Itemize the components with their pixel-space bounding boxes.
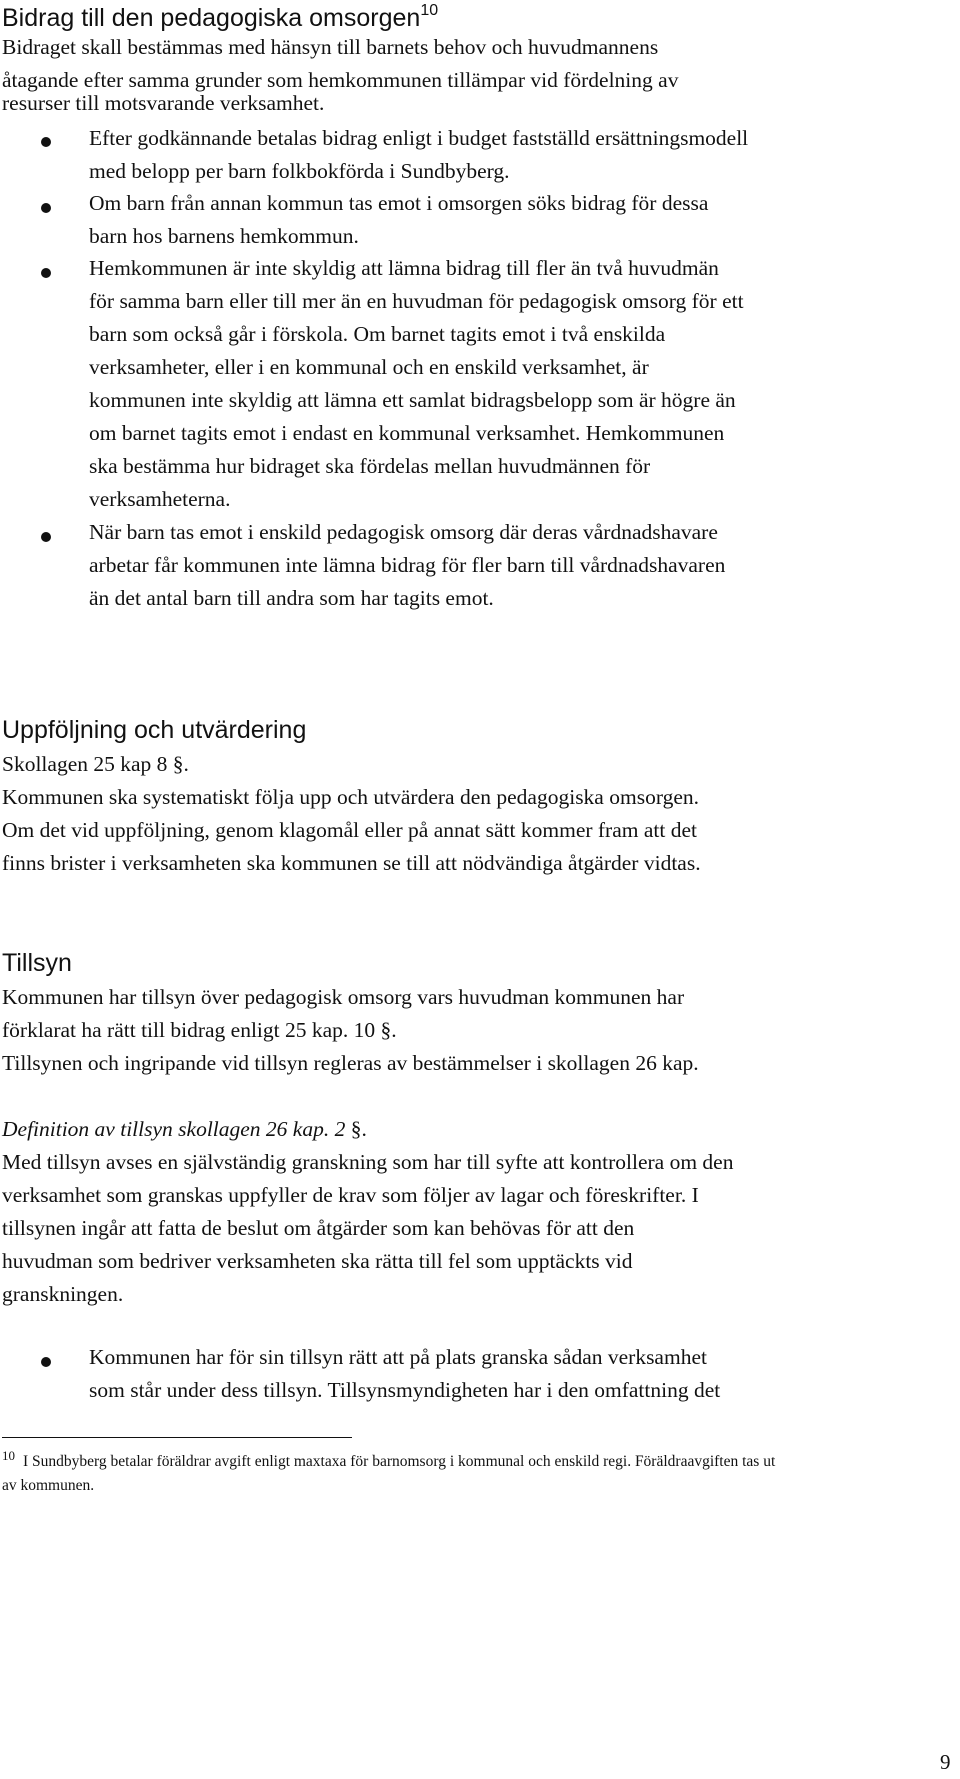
bullet-line: kommunen inte skyldig att lämna ett samlat bidragsbelopp som är högre än — [89, 388, 736, 412]
paragraph-line: Kommunen ska systematiskt följa upp och utvärdera den pedagogiska omsorgen. — [2, 785, 700, 809]
bullet-line: som står under dess tillsyn. Tillsynsmyndigheten har i den omfattning det — [89, 1378, 721, 1402]
bullet-dot-icon — [41, 137, 51, 147]
paragraph-line: resurser till motsvarande verksamhet. — [2, 91, 325, 115]
paragraph-line: verksamhet som granskas uppfyller de krav som följer av lagar och föreskrifter. I — [2, 1183, 699, 1207]
paragraph-line: granskningen. — [2, 1282, 124, 1306]
paragraph-line: huvudman som bedriver verksamheten ska rätta till fel som upptäckts vid — [2, 1249, 633, 1273]
bullet-line: än det antal barn till andra som har tagits emot. — [89, 586, 494, 610]
definition-title: Definition av tillsyn skollagen 26 kap. 2 — [2, 1117, 346, 1141]
footnote-reference: 10 — [420, 2, 439, 19]
paragraph-line: Om det vid uppföljning, genom klagomål eller på annat sätt kommer fram att det — [2, 818, 697, 842]
paragraph-line: Tillsynen och ingripande vid tillsyn regleras av bestämmelser i skollagen 26 kap. — [2, 1051, 699, 1075]
footnote-text: I Sundbyberg betalar föräldrar avgift enligt maxtaxa för barnomsorg i kommunal och enskild regi. Föräldraavgiften tas ut — [23, 1453, 776, 1470]
paragraph-line: Bidraget skall bestämmas med hänsyn till barnets behov och huvudmannens — [2, 35, 659, 59]
bullet-line: barn hos barnens hemkommun. — [89, 224, 359, 248]
footnote-number: 10 — [2, 1448, 15, 1463]
paragraph-line: tillsynen ingår att fatta de beslut om åtgärder som kan behövas för att den — [2, 1216, 635, 1240]
bullet-dot-icon — [41, 203, 51, 213]
paragraph-line: åtagande efter samma grunder som hemkommunen tillämpar vid fördelning av — [2, 68, 679, 92]
bullet-line: verksamheter, eller i en kommunal och en enskild verksamhet, är — [89, 355, 649, 379]
paragraph-line: Kommunen har tillsyn över pedagogisk omsorg vars huvudman kommunen har — [2, 985, 685, 1009]
bullet-line: Hemkommunen är inte skyldig att lämna bidrag till fler än två huvudmän — [89, 256, 719, 280]
bullet-line: verksamheterna. — [89, 487, 231, 511]
bullet-line: Om barn från annan kommun tas emot i omsorgen söks bidrag för dessa — [89, 191, 709, 215]
bullet-line: När barn tas emot i enskild pedagogisk omsorg där deras vårdnadshavare — [89, 520, 718, 544]
heading-text: Bidrag till den pedagogiska omsorgen — [2, 4, 421, 32]
page-number: 9 — [940, 1750, 951, 1774]
paragraph-line: finns brister i verksamheten ska kommunen se till att nödvändiga åtgärder vidtas. — [2, 851, 701, 875]
paragraph-line: förklarat ha rätt till bidrag enligt 25 kap. 10 §. — [2, 1018, 397, 1042]
definition-section-sign: §. — [345, 1117, 367, 1141]
bullet-line: för samma barn eller till mer än en huvudman för pedagogisk omsorg för ett — [89, 289, 744, 313]
bullet-line: barn som också går i förskola. Om barnet tagits emot i två enskilda — [89, 322, 666, 346]
paragraph-line: Med tillsyn avses en självständig granskning som har till syfte att kontrollera om den — [2, 1150, 734, 1174]
bullet-line: Efter godkännande betalas bidrag enligt i budget fastställd ersättningsmodell — [89, 126, 749, 150]
bullet-dot-icon — [41, 532, 51, 542]
section-heading-uppfoljning: Uppföljning och utvärdering — [2, 716, 307, 744]
bullet-line: Kommunen har för sin tillsyn rätt att på plats granska sådan verksamhet — [89, 1345, 707, 1369]
section-heading-bidrag — [2, 3, 438, 33]
bullet-line: med belopp per barn folkbokförda i Sundbyberg. — [89, 159, 510, 183]
footnote-text-continued: av kommunen. — [2, 1477, 95, 1494]
bullet-dot-icon — [41, 1357, 51, 1367]
bullet-line: arbetar får kommunen inte lämna bidrag för fler barn till vårdnadshavaren — [89, 553, 726, 577]
section-heading-tillsyn: Tillsyn — [2, 949, 72, 977]
bullet-line: om barnet tagits emot i endast en kommunal verksamhet. Hemkommunen — [89, 421, 725, 445]
footnote-separator — [2, 1437, 352, 1438]
bullet-dot-icon — [41, 268, 51, 278]
footnote — [2, 1450, 947, 1498]
bullet-line: ska bestämma hur bidraget ska fördelas mellan huvudmännen för — [89, 454, 651, 478]
paragraph-line: Skollagen 25 kap 8 §. — [2, 752, 189, 776]
definition-heading — [2, 1113, 952, 1146]
